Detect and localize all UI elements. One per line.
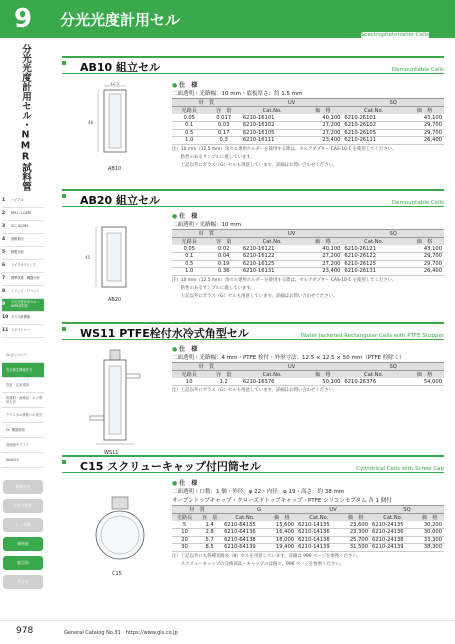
spec-line: 二面透明・光路幅：4 mm・PTFE 栓付・外形寸法：12.5 × 12.5 × 50 mm（PTFE 栓除く） (172, 355, 405, 361)
table-cell: 0.05 (172, 114, 206, 122)
table-column-header: Cat.No. (370, 514, 416, 522)
note-line: 注）10 mm（12.5 mm）角セル専用ホルダーを使用する際は、セルアダプター CAS-10-1 を使用してください。 (172, 146, 397, 152)
chapter-nav-number: 8 (2, 289, 6, 295)
figure-caption: AB10 (108, 166, 122, 172)
table-column-header: 容 量 (197, 514, 222, 522)
table-cell: 6210-26105 (342, 129, 405, 137)
ws11-drawing (82, 346, 158, 456)
table-cell: 5.7 (197, 536, 222, 544)
table-cell: 6210-16131 (241, 268, 304, 276)
table-row (172, 114, 444, 122)
price-table (172, 362, 444, 386)
table-row (172, 521, 444, 529)
table-cell: 33,300 (416, 536, 444, 544)
table-column-header: Cat.No. (342, 238, 405, 246)
section-title: WS11 PTFE栓付水冷式角型セル (80, 327, 249, 340)
table-group-header: G (222, 506, 296, 514)
chapter-nav-item[interactable] (2, 247, 44, 260)
table-cell: 27,200 (303, 129, 342, 137)
table-column-header: Cat.No. (342, 107, 405, 115)
table-cell: 0.1 (172, 122, 206, 130)
table-column-header: Cat.No. (241, 238, 304, 246)
index-button[interactable]: 問合せ (3, 575, 43, 589)
section-english-title: Demountable Cells (391, 200, 444, 206)
section-title: AB10 組立セル (80, 61, 161, 74)
index-button[interactable]: 総目次 (3, 556, 43, 570)
table-cell: 8.5 (197, 544, 222, 552)
table-column-header: Cat.No. (342, 371, 405, 379)
chapter-nav-item[interactable] (2, 234, 44, 247)
note-line: 上記以外にガラス（G）セルも用意しています。詳細はお問い合わせください。 (172, 162, 338, 168)
table-column-header: Cat.No. (222, 514, 268, 522)
note-line: 注）上記以外にも各種光路長（8）セルを用意しています。詳細は 990 ページを参照ください。 (172, 553, 362, 559)
spec-heading: ● 仕 様 (172, 211, 444, 220)
table-cell: 6210-16121 (241, 245, 304, 253)
table-group-header: SQ (342, 230, 444, 238)
info-link[interactable]: 高価格サプライ (2, 438, 44, 453)
note-line: 注）10 mm（12.5 mm）角セル専用ホルダーを使用する際は、セルアダプター CAS-10-1 を使用してください。 (172, 277, 397, 283)
table-column-header: 光路長 (172, 371, 206, 379)
chapter-nav-number: 11 (2, 328, 9, 334)
chapter-nav-item[interactable] (2, 221, 44, 234)
table-cell: 29,700 (405, 260, 444, 268)
chapter-nav-number: 9 (2, 302, 6, 308)
table-cell: 6210-64136 (222, 529, 268, 537)
table-column-header: 容 量 (206, 107, 240, 115)
table-column-header: 価 格 (268, 514, 296, 522)
table-cell: 5 (172, 521, 197, 529)
spec-line: 二面透明・口数：1 個・外径：φ 22・内径：φ 19・高さ：約 38 mm (172, 489, 345, 495)
section-c15 (62, 455, 444, 613)
table-cell: 27,200 (303, 122, 342, 130)
table-cell: 0.02 (206, 245, 240, 253)
svg-text:48: 48 (88, 120, 94, 125)
section-ab10 (62, 56, 444, 184)
note-line: 粘性のあるサンプルに適しています。 (172, 154, 255, 160)
info-link[interactable]: GL社について (2, 348, 44, 363)
table-cell: 43,100 (405, 245, 444, 253)
table-cell: 18,000 (268, 536, 296, 544)
table-column-header: 価 格 (416, 514, 444, 522)
table-cell: 6210-64138 (222, 536, 268, 544)
chapter-nav-item[interactable] (2, 260, 44, 273)
chapter-nav-label: ライフサイエンス (11, 263, 36, 268)
section-english-title: Demountable Cells (391, 67, 444, 73)
table-cell: 6210-14138 (296, 536, 342, 544)
table-cell: 0.017 (206, 114, 240, 122)
table-cell: 54,000 (405, 378, 444, 386)
table-cell: 15,600 (268, 521, 296, 529)
table-column-header: 価 格 (303, 107, 342, 115)
section-ws11 (62, 322, 444, 460)
table-cell: 30,200 (416, 521, 444, 529)
info-links (2, 348, 44, 468)
table-group-header: UV (296, 506, 370, 514)
table-cell: 29,700 (405, 253, 444, 261)
info-link[interactable]: 安全衛生関係法令 (2, 363, 44, 378)
table-cell: 30,000 (416, 529, 444, 537)
ab20-drawing (82, 221, 152, 301)
table-column-header: 価 格 (405, 371, 444, 379)
table-group-header: 材 質 (172, 363, 241, 371)
index-button[interactable]: 標準品名 (3, 480, 43, 494)
chapter-nav-number: 5 (2, 250, 6, 256)
table-cell: 6210-14136 (296, 529, 342, 537)
table-cell: 6210-16105 (241, 129, 304, 137)
table-cell: 23,300 (342, 529, 370, 537)
table-cell: 6210-26101 (342, 114, 405, 122)
table-column-header: 価 格 (342, 514, 370, 522)
table-column-header: 価 格 (303, 238, 342, 246)
section-ab20 (62, 189, 444, 317)
table-cell: 50,100 (303, 378, 342, 386)
table-cell: 1.2 (206, 378, 240, 386)
index-buttons (3, 480, 43, 594)
table-cell: 0.5 (172, 260, 206, 268)
info-link[interactable]: Dr. 機器価格 (2, 423, 44, 438)
table-cell: 0.3 (206, 137, 240, 145)
section-title: C15 スクリューキャップ付円筒セル (80, 460, 261, 473)
chapter-nav-number: 3 (2, 224, 6, 230)
table-cell: 26,400 (405, 137, 444, 145)
table-cell: 2.8 (197, 529, 222, 537)
table-cell: 31,500 (342, 544, 370, 552)
spec-heading: ● 仕 様 (172, 80, 444, 89)
chapter-nav-number: 4 (2, 237, 6, 243)
note-line: 上記以外にガラス（G）セルも用意しています。詳細はお問い合わせください。 (172, 293, 338, 299)
chapter-nav-item[interactable] (2, 195, 44, 208)
spec-line: 二面透明・光路幅：10 mm (172, 222, 241, 228)
price-table (172, 229, 444, 276)
index-button[interactable]: 五十音順 (3, 518, 43, 532)
table-group-header: SQ (342, 363, 444, 371)
table-row (172, 268, 444, 276)
footer-rule (0, 620, 455, 621)
table-cell: 16,400 (268, 529, 296, 537)
c15-drawing (82, 491, 162, 577)
table-cell: 6210-16111 (241, 137, 304, 145)
table-cell: 0.36 (206, 268, 240, 276)
chapter-nav-number: 7 (2, 276, 6, 282)
price-table (172, 98, 444, 145)
table-column-header: 光路長 (172, 107, 206, 115)
note-line: スクリューキャップの交換部品・キャップのは個々、996 ページを参照ください。 (172, 561, 345, 567)
table-cell: 0.04 (206, 253, 240, 261)
table-cell: 23,400 (303, 137, 342, 145)
chapter-nav (2, 195, 44, 338)
table-cell: 43,100 (405, 114, 444, 122)
figure-caption: WS11 (104, 450, 119, 456)
spec-block (172, 478, 444, 568)
table-column-header: 価 格 (405, 238, 444, 246)
table-row (172, 253, 444, 261)
page-number: 978 (16, 626, 34, 636)
table-cell: 25,700 (342, 536, 370, 544)
chapter-nav-item[interactable] (2, 312, 44, 325)
table-group-header: UV (241, 363, 343, 371)
chapter-nav-label: シリンジ・ピペット (11, 289, 40, 294)
note-line: 注）上記以外にガラス（G）セルも用意しています。詳細はお問い合わせください。 (172, 388, 338, 393)
table-cell: 0.19 (206, 260, 240, 268)
table-cell: 6210-26122 (342, 253, 405, 261)
table-cell: 6210-14135 (296, 521, 342, 529)
ab10-drawing (82, 82, 152, 172)
chapter-nav-label: GC, GC/MS (11, 224, 29, 229)
table-cell: 6210-24136 (370, 529, 416, 537)
table-cell: 6210-26121 (342, 245, 405, 253)
chapter-sidebar (0, 0, 46, 644)
table-column-header: 容 量 (206, 238, 240, 246)
table-column-header: 価 格 (303, 371, 342, 379)
price-table (172, 505, 444, 552)
table-group-header: 材 質 (172, 506, 222, 514)
table-cell: 38,300 (416, 544, 444, 552)
info-link[interactable]: INNDEX (2, 453, 44, 468)
table-row (172, 529, 444, 537)
table-cell: 10 (172, 529, 197, 537)
index-button[interactable]: 価格表 (3, 537, 43, 551)
table-row (172, 260, 444, 268)
spec-block (172, 211, 444, 300)
section-marker (62, 460, 66, 464)
table-column-header: Cat.No. (296, 514, 342, 522)
table-cell: 6210-26131 (342, 268, 405, 276)
table-cell: 1.4 (197, 521, 222, 529)
table-cell: 27,200 (303, 260, 342, 268)
table-cell: 6210-14139 (296, 544, 342, 552)
table-cell: 40,100 (303, 245, 342, 253)
spec-block (172, 344, 444, 394)
table-cell: 6210-64135 (222, 521, 268, 529)
table-row (172, 378, 444, 386)
table-cell: 6210-24139 (370, 544, 416, 552)
chapter-nav-item[interactable] (2, 208, 44, 221)
table-cell: 30 (172, 544, 197, 552)
table-row (172, 129, 444, 137)
table-cell: 26,400 (405, 268, 444, 276)
table-cell: 1.0 (172, 268, 206, 276)
table-cell: 6210-16101 (241, 114, 304, 122)
table-cell: 6210-24138 (370, 536, 416, 544)
table-cell: 0.05 (172, 245, 206, 253)
table-group-header: 材 質 (172, 230, 241, 238)
table-cell: 20 (172, 536, 197, 544)
table-cell: 0.03 (206, 122, 240, 130)
spec-block (172, 80, 444, 169)
section-english-title: Water Jacketed Rectangular Cells with PTFE Stopper (300, 333, 444, 339)
chapter-nav-number: 2 (2, 211, 6, 217)
footer-text: General Catalog No.31 https://www.gls.co.jp (64, 630, 178, 636)
section-marker (62, 61, 66, 65)
info-link[interactable]: テクニカル情報への索引 (2, 408, 44, 423)
chapter-nav-number: 10 (2, 315, 9, 321)
chapter-nav-label: ラボラトリー (11, 328, 31, 333)
chapter-nav-item[interactable] (2, 325, 44, 338)
table-group-header: UV (241, 99, 343, 107)
chapter-number: 9 (0, 0, 46, 38)
spec-line: 二面透明・光路幅：10 mm・底板厚さ：約 1.5 mm (172, 91, 303, 97)
spec-heading: ● 仕 様 (172, 478, 444, 487)
table-column-header: 価 格 (405, 107, 444, 115)
table-cell: 23,400 (303, 268, 342, 276)
chapter-side-title: 分光光度計用セル・NMR試料管 (20, 44, 31, 191)
page-subtitle: Spectrophotometer Cells (360, 32, 429, 38)
chapter-nav-label: ガス分析関係 (11, 315, 31, 320)
table-cell: 40,100 (303, 114, 342, 122)
table-column-header: Cat.No. (241, 107, 304, 115)
table-cell: 6210-26111 (342, 137, 405, 145)
section-title: AB20 組立セル (80, 194, 161, 207)
chapter-nav-label: HPLC, LC/MS (11, 211, 32, 216)
table-cell: 6210-26125 (342, 260, 405, 268)
note-line: 粘性のあるサンプルに適しています。 (172, 285, 255, 291)
table-cell: 1.0 (172, 137, 206, 145)
table-cell: 6210-26376 (342, 378, 405, 386)
table-cell: 23,600 (342, 521, 370, 529)
table-row (172, 536, 444, 544)
chapter-nav-item[interactable] (2, 299, 44, 312)
chapter-nav-label: 分光光度計用セル・NMR試料管 (11, 300, 40, 308)
info-link[interactable]: 知識財・画像品・ロゴ利用方法 (2, 393, 44, 408)
table-column-header: Cat.No. (241, 371, 304, 379)
table-notes (172, 278, 444, 300)
figure-caption: C15 (112, 571, 122, 577)
spec-line: オープントップキャップ・クローズドトップキャップ・PTFE シリコンセプタム 各 1 個付 (172, 498, 392, 504)
table-cell: 6210-64139 (222, 544, 268, 552)
section-marker (62, 194, 66, 198)
chapter-nav-number: 1 (2, 198, 6, 204)
chapter-nav-number: 6 (2, 263, 6, 269)
table-notes (172, 554, 444, 568)
table-cell: 6210-24135 (370, 521, 416, 529)
table-column-header: 容 量 (206, 371, 240, 379)
chapter-nav-item[interactable] (2, 273, 44, 286)
table-column-header: 光路長 (172, 238, 206, 246)
table-cell: 29,700 (405, 129, 444, 137)
table-cell: 29,700 (405, 122, 444, 130)
table-cell: 19,400 (268, 544, 296, 552)
section-marker (62, 327, 66, 331)
info-link[interactable]: 変更・注意事項 (2, 378, 44, 393)
table-notes (172, 388, 444, 394)
chapter-nav-item[interactable] (2, 286, 44, 299)
figure-caption: AB20 (108, 297, 122, 303)
table-cell: 0.1 (172, 253, 206, 261)
table-cell: 6210-26102 (342, 122, 405, 130)
chapter-nav-label: 標準試薬・機器分析 (11, 276, 40, 281)
table-column-header: 光路長 (172, 514, 197, 522)
table-cell: 10 (172, 378, 206, 386)
table-group-header: 材 質 (172, 99, 241, 107)
chapter-nav-label: 精製分取 (11, 250, 24, 255)
table-cell: 0.17 (206, 129, 240, 137)
table-row (172, 122, 444, 130)
table-row (172, 245, 444, 253)
index-button[interactable]: 社名で探す (3, 499, 43, 513)
table-group-header: UV (241, 230, 343, 238)
table-cell: 6210-16102 (241, 122, 304, 130)
table-cell: 27,200 (303, 253, 342, 261)
chapter-nav-label: 固相抽出 (11, 237, 24, 242)
svg-text:45: 45 (85, 255, 91, 260)
spec-heading: ● 仕 様 (172, 344, 444, 353)
svg-text:12.5: 12.5 (110, 82, 119, 86)
table-group-header: SQ (370, 506, 444, 514)
chapter-nav-label: バイアル (11, 198, 24, 203)
page-title: 分光光度計用セル (60, 11, 181, 29)
table-row (172, 544, 444, 552)
section-english-title: Cylindrical Cells with Screw Cap (356, 466, 444, 472)
table-cell: 6210-16376 (241, 378, 304, 386)
table-row (172, 137, 444, 145)
table-notes (172, 147, 444, 169)
table-cell: 6210-16125 (241, 260, 304, 268)
table-cell: 6210-16122 (241, 253, 304, 261)
table-group-header: SQ (342, 99, 444, 107)
table-cell: 0.5 (172, 129, 206, 137)
